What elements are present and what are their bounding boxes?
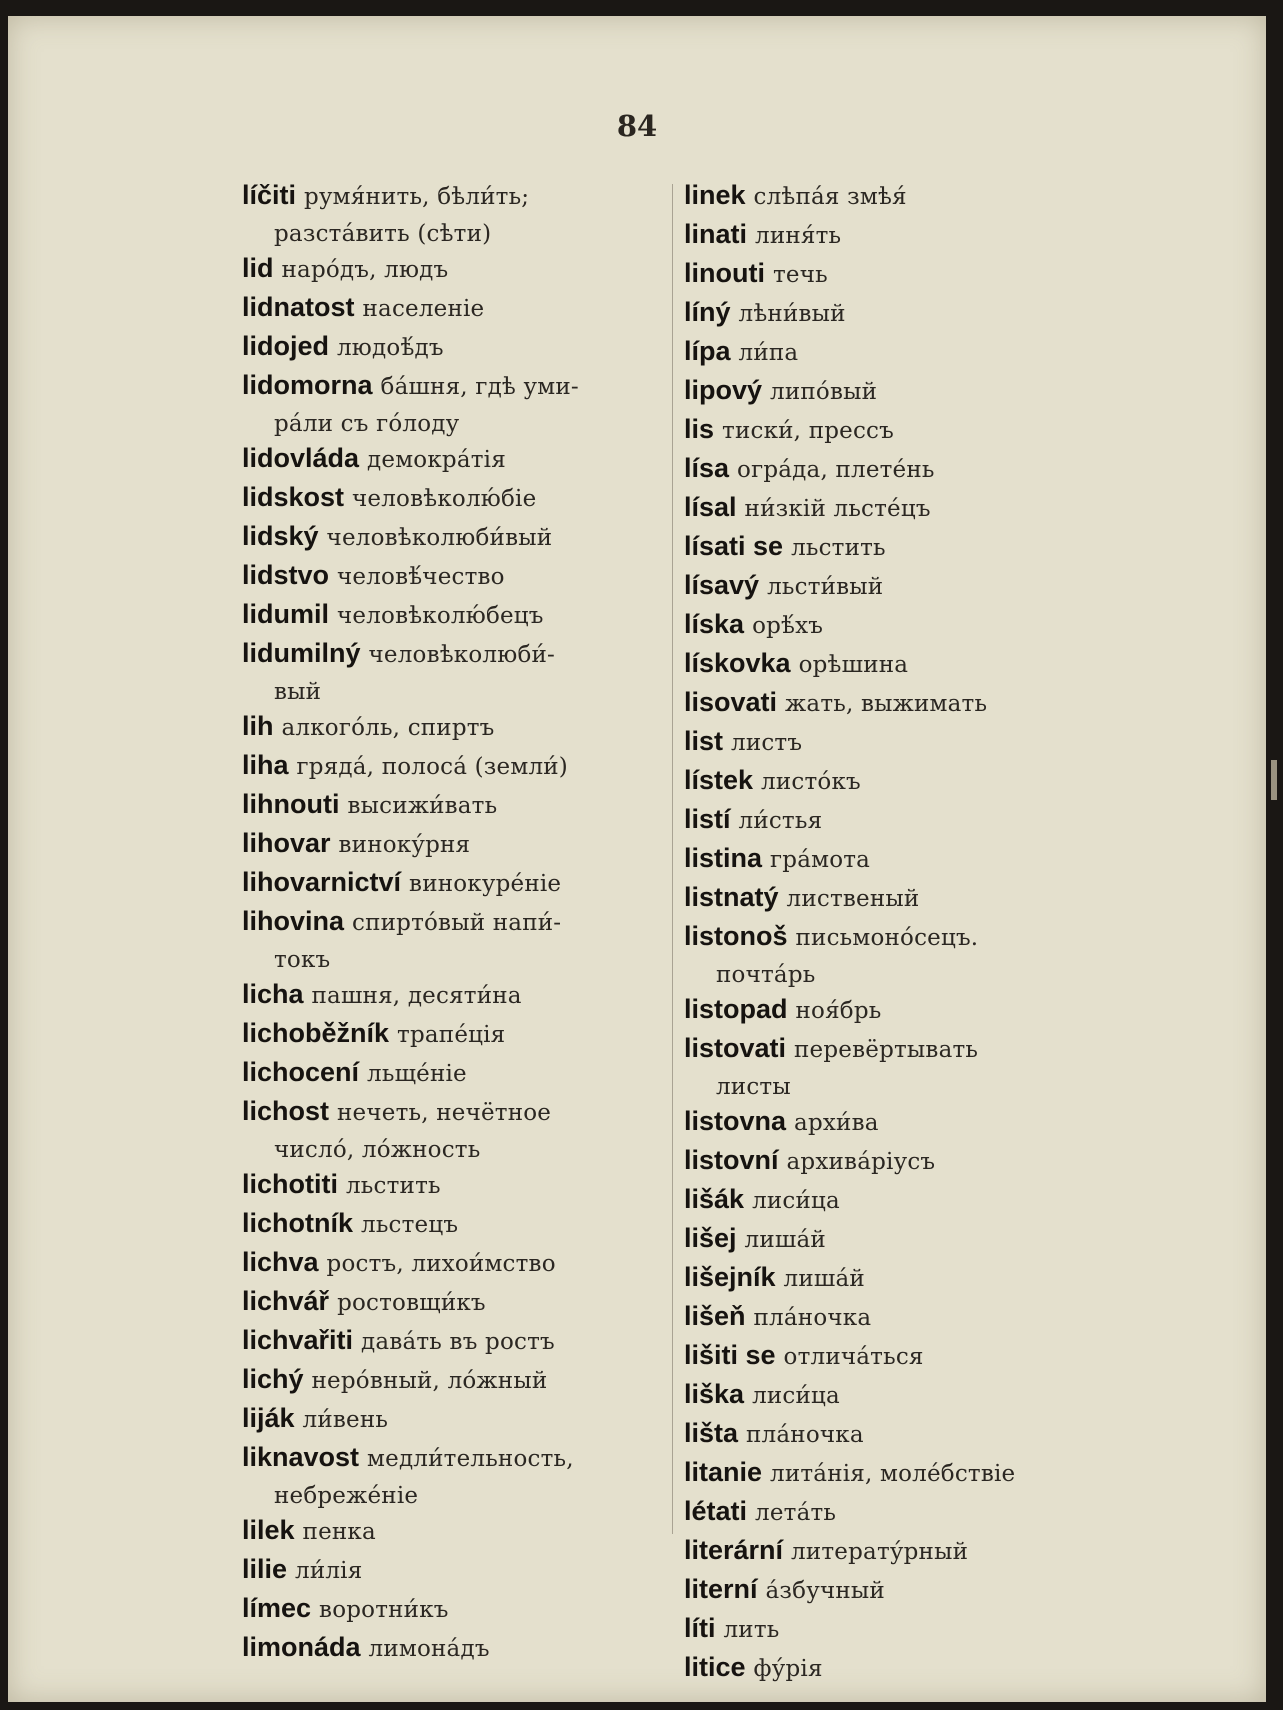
entry-headword: lichvář (242, 1286, 330, 1316)
entry-headword: linati (684, 219, 748, 249)
entry-headword: lidský (242, 521, 319, 551)
entry-headword: lihovar (242, 828, 331, 858)
entry-translation: листо́къ (761, 769, 861, 795)
dictionary-entry (684, 880, 1114, 919)
entry-translation: румя́нить, бѣли́ть; (304, 184, 530, 210)
entry-translation: человѣколюби́вый (326, 525, 553, 551)
entry-headword: liha (242, 750, 289, 780)
entry-headword: lísal (684, 492, 737, 522)
entry-translation: линя́ть (755, 223, 842, 249)
entry-headword: lísa (684, 453, 730, 483)
entry-headword: literární (684, 1535, 784, 1565)
entry-translation: медли́тельность, (367, 1446, 574, 1472)
entry-translation: человѣколю́біе (352, 486, 537, 512)
dictionary-entry (242, 251, 666, 290)
entry-translation: лиша́й (783, 1266, 865, 1292)
entry-translation: орѣшина (798, 652, 909, 678)
entry-translation: воротни́къ (319, 1597, 449, 1623)
entry-headword: lihnouti (242, 789, 340, 819)
entry-headword: lísavý (684, 570, 760, 600)
entry-headword: lišiti se (684, 1340, 776, 1370)
entry-translation: высижи́вать (347, 793, 498, 819)
entry-translation: ростъ, лихои́мство (326, 1251, 556, 1277)
dictionary-entry (684, 1182, 1114, 1221)
entry-translation: лета́ть (755, 1500, 837, 1526)
entry-translation: гряда́, полоса́ (земли́) (296, 754, 568, 780)
entry-headword: listovati (684, 1033, 787, 1063)
dictionary-entry (684, 1416, 1114, 1455)
dictionary-entry (242, 826, 666, 865)
entry-translation: орѣ́хъ (752, 613, 824, 639)
dictionary-entry (242, 1323, 666, 1362)
entry-headword: lisovati (684, 687, 778, 717)
entry-translation: лита́нія, моле́бствіе (770, 1461, 1016, 1487)
dictionary-entry (242, 368, 666, 441)
entry-translation: жать, выжимать (785, 691, 988, 717)
dictionary-entry (242, 1591, 666, 1630)
entry-translation: слѣпа́я змѣя́ (753, 184, 907, 210)
page-edge-mark (1271, 760, 1277, 800)
entry-headword: lípa (684, 336, 731, 366)
entry-translation: льсти́вый (767, 574, 884, 600)
entry-translation: ба́шня, гдѣ уми- (380, 374, 579, 400)
entry-headword: líný (684, 297, 731, 327)
dictionary-entry (684, 646, 1114, 685)
entry-headword: lichva (242, 1247, 319, 1277)
left-column (242, 178, 666, 1669)
entry-translation: трапе́ція (397, 1022, 506, 1048)
dictionary-entry (684, 334, 1114, 373)
entry-translation: человѣколю́бецъ (337, 603, 544, 629)
dictionary-entry (242, 1245, 666, 1284)
entry-translation: винокуре́ніе (409, 871, 562, 897)
entry-translation: наро́дъ, людъ (281, 257, 449, 283)
entry-translation: человѣ́чество (337, 564, 505, 590)
dictionary-entry (242, 1167, 666, 1206)
entry-translation: алкого́ль, спиртъ (281, 715, 495, 741)
entry-translation: лиственый (786, 886, 920, 912)
dictionary-entry (684, 373, 1114, 412)
entry-headword: listí (684, 804, 731, 834)
entry-headword: lidomorna (242, 370, 373, 400)
dictionary-entry (684, 217, 1114, 256)
dictionary-entry (242, 865, 666, 904)
entry-headword: líska (684, 609, 745, 639)
entry-translation: отлича́ться (783, 1344, 924, 1370)
dictionary-entry (242, 178, 666, 251)
dictionary-entry (242, 904, 666, 977)
dictionary-entry (684, 568, 1114, 607)
entry-translation: нечеть, нечётное (337, 1100, 552, 1126)
entry-translation: листъ (731, 730, 803, 756)
entry-headword: lichý (242, 1364, 304, 1394)
dictionary-entry (242, 1440, 666, 1513)
dictionary-entry (684, 1143, 1114, 1182)
dictionary-entry (242, 1055, 666, 1094)
entry-translation-continuation: число́, ло́жность (274, 1137, 481, 1163)
entry-headword: lipový (684, 375, 763, 405)
entry-translation: лиси́ца (752, 1188, 840, 1214)
dictionary-entry (242, 787, 666, 826)
entry-headword: listina (684, 843, 763, 873)
dictionary-entry (684, 295, 1114, 334)
entry-headword: límec (242, 1593, 312, 1623)
dictionary-entry (684, 1572, 1114, 1611)
entry-translation: лимона́дъ (368, 1636, 490, 1662)
entry-translation: ли́лія (295, 1558, 363, 1584)
dictionary-entry (684, 1377, 1114, 1416)
entry-headword: lišej (684, 1223, 737, 1253)
entry-headword: lichotiti (242, 1169, 338, 1199)
entry-translation: а́збучный (765, 1578, 885, 1604)
entry-translation: лиси́ца (752, 1383, 840, 1409)
entry-headword: listonoš (684, 921, 788, 951)
dictionary-entry (684, 802, 1114, 841)
entry-headword: listnatý (684, 882, 779, 912)
entry-headword: liknavost (242, 1442, 360, 1472)
entry-translation: демокра́тія (367, 447, 506, 473)
entry-headword: litice (684, 1652, 746, 1682)
entry-headword: lidumilný (242, 638, 361, 668)
entry-translation: огра́да, плете́нь (737, 457, 935, 483)
dictionary-entry (242, 441, 666, 480)
dictionary-entry (684, 763, 1114, 802)
dictionary-entry (684, 685, 1114, 724)
entry-headword: lidnatost (242, 292, 355, 322)
entry-headword: liška (684, 1379, 745, 1409)
entry-headword: lísati se (684, 531, 784, 561)
entry-translation: пла́ночка (746, 1422, 864, 1448)
dictionary-entry (684, 1221, 1114, 1260)
entry-translation: спирто́вый напи́- (352, 910, 562, 936)
entry-translation: липо́вый (770, 379, 878, 405)
entry-translation: фу́рія (753, 1656, 823, 1682)
dictionary-entry (242, 1513, 666, 1552)
entry-translation: литерату́рный (791, 1539, 969, 1565)
dictionary-entry (242, 1401, 666, 1440)
entry-headword: lišejník (684, 1262, 776, 1292)
entry-headword: lichost (242, 1096, 330, 1126)
entry-headword: lidskost (242, 482, 345, 512)
dictionary-entry (684, 841, 1114, 880)
entry-translation-continuation: токъ (274, 947, 331, 973)
entry-headword: lis (684, 414, 715, 444)
entry-headword: lichotník (242, 1208, 354, 1238)
dictionary-entry (684, 1650, 1114, 1689)
dictionary-entry (684, 451, 1114, 490)
entry-headword: lih (242, 711, 274, 741)
entry-translation: пенка (302, 1519, 376, 1545)
entry-headword: linek (684, 180, 746, 210)
entry-translation: людоѣ́дъ (337, 335, 444, 361)
entry-headword: létati (684, 1496, 748, 1526)
entry-translation: ли́стья (738, 808, 823, 834)
dictionary-entry (242, 977, 666, 1016)
dictionary-entry (684, 1611, 1114, 1650)
entry-headword: líti (684, 1613, 716, 1643)
entry-headword: listopad (684, 994, 788, 1024)
entry-translation-continuation: небреже́ніе (274, 1483, 419, 1509)
dictionary-entry (242, 290, 666, 329)
entry-headword: limonáda (242, 1632, 361, 1662)
entry-translation: тиски́, прессъ (722, 418, 894, 444)
entry-translation: архи́ва (794, 1110, 879, 1136)
dictionary-entry (242, 1094, 666, 1167)
entry-translation: перевёртывать (794, 1037, 979, 1063)
dictionary-entry (242, 1552, 666, 1591)
entry-headword: lid (242, 253, 274, 283)
entry-headword: lichoběžník (242, 1018, 390, 1048)
dictionary-entry (684, 529, 1114, 568)
dictionary-entry (684, 256, 1114, 295)
entry-translation: лить (723, 1617, 780, 1643)
entry-headword: linouti (684, 258, 765, 288)
dictionary-entry (684, 1494, 1114, 1533)
entry-translation: виноку́рня (338, 832, 471, 858)
entry-translation: лиша́й (744, 1227, 826, 1253)
dictionary-entry (684, 1455, 1114, 1494)
entry-translation: ни́зкій льсте́цъ (744, 496, 931, 522)
entry-headword: lihovina (242, 906, 345, 936)
entry-headword: listovna (684, 1106, 787, 1136)
dictionary-entry (242, 329, 666, 368)
dictionary-entry (684, 1533, 1114, 1572)
entry-headword: lihovarnictví (242, 867, 402, 897)
entry-headword: litanie (684, 1457, 763, 1487)
entry-headword: lískovka (684, 648, 791, 678)
entry-headword: lišta (684, 1418, 739, 1448)
entry-headword: lidstvo (242, 560, 330, 590)
entry-translation: лѣни́вый (738, 301, 846, 327)
entry-translation: населеніе (362, 296, 485, 322)
right-column (684, 178, 1114, 1689)
entry-translation: течь (772, 262, 828, 288)
entry-headword: líčiti (242, 180, 297, 210)
entry-headword: lilek (242, 1515, 295, 1545)
entry-headword: lidovláda (242, 443, 360, 473)
dictionary-entry (242, 480, 666, 519)
entry-translation-continuation: ра́ли съ го́лоду (274, 411, 460, 437)
dictionary-entry (684, 607, 1114, 646)
entry-headword: liják (242, 1403, 295, 1433)
entry-headword: listovní (684, 1145, 779, 1175)
dictionary-entry (242, 709, 666, 748)
dictionary-entry (242, 1630, 666, 1669)
dictionary-entry (242, 1284, 666, 1323)
dictionary-entry (242, 597, 666, 636)
entry-headword: lišák (684, 1184, 745, 1214)
dictionary-entry (684, 490, 1114, 529)
entry-translation: ли́па (738, 340, 799, 366)
dictionary-entry (684, 724, 1114, 763)
entry-headword: lichvařiti (242, 1325, 354, 1355)
entry-translation: льстецъ (361, 1212, 459, 1238)
dictionary-entry (242, 748, 666, 787)
entry-translation: льще́ніе (367, 1061, 467, 1087)
entry-translation-continuation: почта́рь (716, 962, 816, 988)
entry-headword: lišeň (684, 1301, 746, 1331)
dictionary-entry (684, 919, 1114, 992)
entry-headword: lidumil (242, 599, 329, 629)
entry-translation: ли́вень (302, 1407, 389, 1433)
page-number: 84 (616, 109, 658, 143)
entry-translation: дава́ть въ ростъ (361, 1329, 555, 1355)
entry-translation: ноя́брь (795, 998, 882, 1024)
entry-headword: lilie (242, 1554, 288, 1584)
dictionary-entry (684, 178, 1114, 217)
entry-translation-continuation: листы (716, 1074, 791, 1100)
dictionary-entry (684, 1104, 1114, 1143)
entry-translation: ростовщи́къ (337, 1290, 486, 1316)
entry-translation: неро́вный, ло́жный (311, 1368, 548, 1394)
entry-translation: льстить (791, 535, 886, 561)
entry-headword: lidojed (242, 331, 329, 361)
dictionary-entry (684, 412, 1114, 451)
entry-translation: льстить (346, 1173, 441, 1199)
dictionary-entry (242, 1206, 666, 1245)
entry-translation: пашня, десяти́на (311, 983, 522, 1009)
dictionary-entry (684, 1260, 1114, 1299)
entry-translation: человѣколюби́- (368, 642, 556, 668)
entry-headword: literní (684, 1574, 758, 1604)
column-divider (672, 184, 673, 1534)
entry-translation: гра́мота (770, 847, 871, 873)
dictionary-entry (242, 519, 666, 558)
entry-headword: lichocení (242, 1057, 360, 1087)
dictionary-entry (684, 1299, 1114, 1338)
entry-headword: lístek (684, 765, 754, 795)
entry-translation: архива́ріусъ (786, 1149, 936, 1175)
dictionary-entry (242, 636, 666, 709)
entry-translation: письмоно́сецъ. (795, 925, 979, 951)
entry-translation: пла́ночка (753, 1305, 872, 1331)
dictionary-entry (684, 1338, 1114, 1377)
dictionary-page (8, 16, 1266, 1702)
entry-translation-continuation: разста́вить (сѣти) (274, 221, 492, 247)
dictionary-entry (242, 1362, 666, 1401)
entry-headword: licha (242, 979, 304, 1009)
dictionary-entry (684, 1031, 1114, 1104)
entry-headword: list (684, 726, 724, 756)
dictionary-entry (242, 558, 666, 597)
entry-translation-continuation: вый (274, 679, 322, 705)
dictionary-entry (684, 992, 1114, 1031)
dictionary-entry (242, 1016, 666, 1055)
